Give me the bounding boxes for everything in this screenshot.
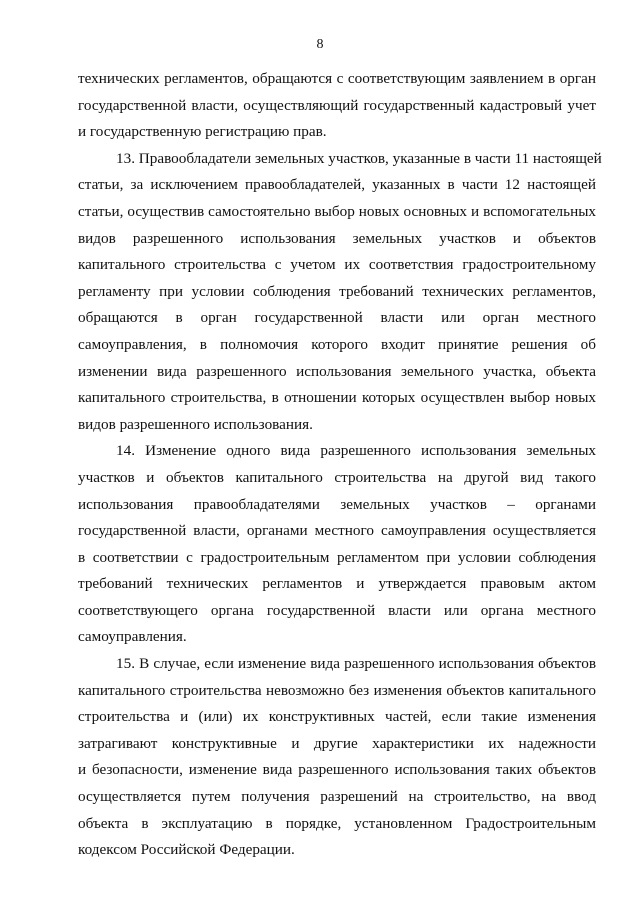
text-line: самоуправления, в полномочия которого входит принятие решения об xyxy=(78,335,596,353)
paragraph-13 xyxy=(78,146,602,439)
text-line: кодексом Российской Федерации. xyxy=(78,841,295,859)
text-line: затрагивают конструктивные и другие характеристики их надежности xyxy=(78,734,596,752)
text-line: использования правообладателями земельных участков – органами xyxy=(78,495,596,513)
text-line: видов разрешенного использования земельных участков и объектов xyxy=(78,229,596,247)
text-line: объекта в эксплуатацию в порядке, установленном Градостроительным xyxy=(78,814,596,832)
page-number: 8 xyxy=(316,37,324,52)
text-line: капитального строительства, в отношении которых осуществлен выбор новых xyxy=(78,389,596,407)
text-line: 14. Изменение одного вида разрешенного использования земельных xyxy=(116,442,596,460)
text-line: строительства и (или) их конструктивных частей, если такие изменения xyxy=(78,708,596,726)
text-line: и государственную регистрацию прав. xyxy=(78,123,327,141)
text-line: капитального строительства невозможно без изменения объектов капитального xyxy=(78,681,596,699)
text-line: статьи, за исключением правообладателей, указанных в части 12 настоящей xyxy=(78,176,596,194)
text-line: самоуправления. xyxy=(78,628,187,646)
text-line: участков и объектов капитального строительства на другой вид такого xyxy=(78,468,596,486)
paragraph-14 xyxy=(78,438,596,651)
text-line: соответствующего органа государственной власти или органа местного xyxy=(78,601,596,619)
body-text xyxy=(78,66,602,864)
paragraph-15 xyxy=(78,651,596,864)
text-line: требований технических регламентов и утверждается правовым актом xyxy=(78,575,596,593)
text-line: технических регламентов, обращаются с соответствующим заявлением в орган xyxy=(78,70,596,87)
text-line: в соответствии с градостроительным регламентом при условии соблюдения xyxy=(78,548,596,566)
text-line: капитального строительства с учетом их соответствия градостроительному xyxy=(78,256,596,274)
paragraph-continuation xyxy=(78,66,596,146)
text-line: осуществляется путем получения разрешений на строительство, на ввод xyxy=(78,788,596,806)
text-line: статьи, осуществив самостоятельно выбор новых основных и вспомогательных xyxy=(78,202,596,220)
text-line: обращаются в орган государственной власти или орган местного xyxy=(78,309,596,327)
text-line: регламенту при условии соблюдения требований технических регламентов, xyxy=(78,282,596,300)
text-line: государственной власти, органами местного самоуправления осуществляется xyxy=(78,522,596,540)
text-line: 13. Правообладатели земельных участков, указанные в части 11 настоящей xyxy=(116,149,602,167)
text-line: 15. В случае, если изменение вида разрешенного использования объектов xyxy=(116,655,596,673)
text-line: изменении вида разрешенного использования земельного участка, объекта xyxy=(78,362,596,380)
text-line: видов разрешенного использования. xyxy=(78,415,313,433)
text-line: государственной власти, осуществляющий государственный кадастровый учет xyxy=(78,96,596,114)
text-line: и безопасности, изменение вида разрешенного использования таких объектов xyxy=(78,761,596,779)
